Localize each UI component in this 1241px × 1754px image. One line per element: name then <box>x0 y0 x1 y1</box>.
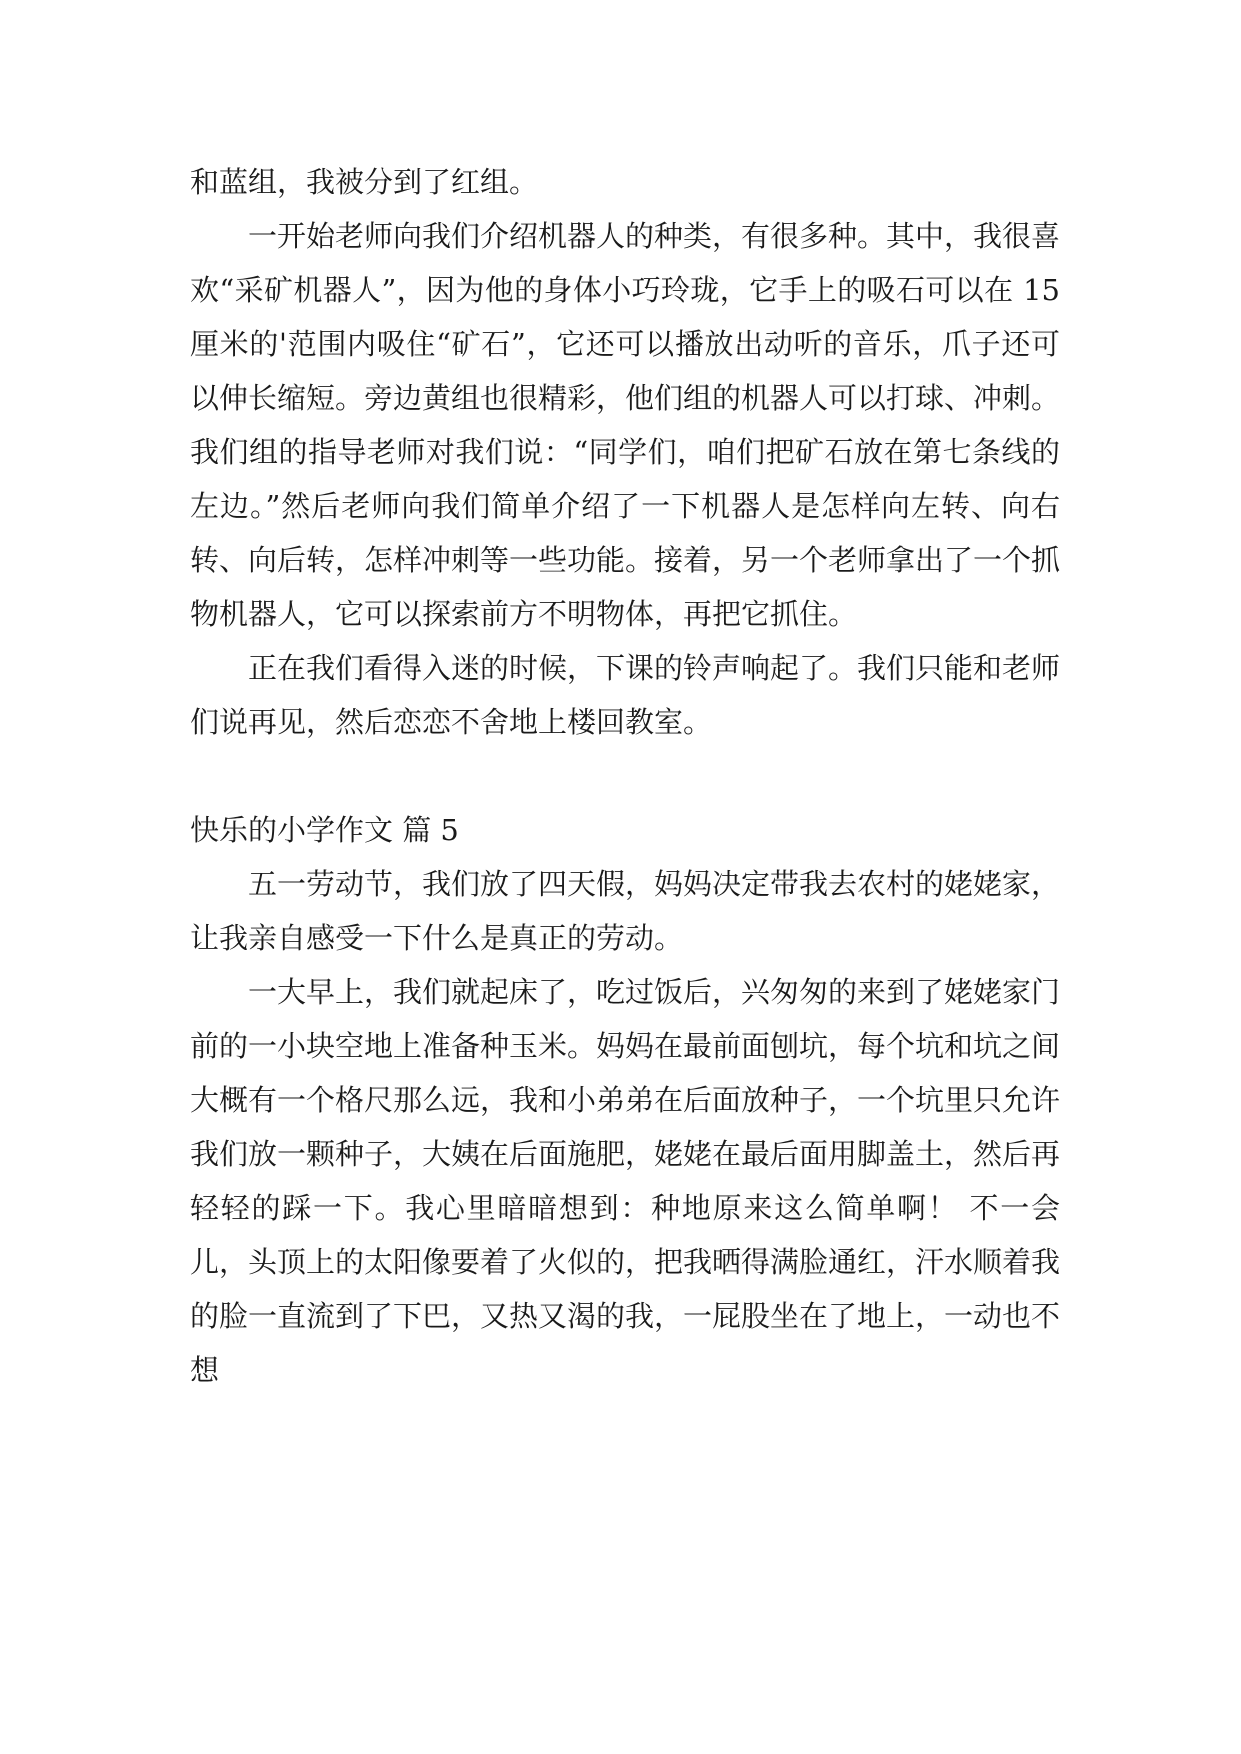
paragraph-labor-day: 五一劳动节，我们放了四天假，妈妈决定带我去农村的姥姥家，让我亲自感受一下什么是真正的劳动。 <box>190 867 1061 955</box>
paragraph-class-end: 正在我们看得入迷的时候，下课的铃声响起了。我们只能和老师们说再见，然后恋恋不舍地上楼回教室。 <box>190 651 1061 739</box>
document-body <box>190 155 1060 1397</box>
paragraph-continued: 和蓝组，我被分到了红组。 <box>190 165 539 199</box>
section-title: 快乐的小学作文 篇 5 <box>190 813 459 847</box>
paragraph-robot-intro: 一开始老师向我们介绍机器人的种类，有很多种。其中，我很喜欢“采矿机器人”，因为他的身体小巧玲珑，它手上的吸石可以在 15 厘米的'范围内吸住“矿石”，它还可以播放出动听的音乐，爪子还可以伸长缩短。旁边黄组也很精彩，他们组的机器人可以打球、冲刺。我们组的指导老师对我们说：“同学们，咱们把矿石放在第七条线的左边。”然后老师向我们简单介绍了一下机器人是怎样向左转、向右转、向后转，怎样冲刺等一些功能。接着，另一个老师拿出了一个抓物机器人，它可以探索前方不明物体，再把它抓住。 <box>190 219 1061 631</box>
paragraph-planting-corn: 一大早上，我们就起床了，吃过饭后，兴匆匆的来到了姥姥家门前的一小块空地上准备种玉米。妈妈在最前面刨坑，每个坑和坑之间大概有一个格尺那么远，我和小弟弟在后面放种子，一个坑里只允许我们放一颗种子，大姨在后面施肥，姥姥在最后面用脚盖土，然后再轻轻的踩一下。我心里暗暗想到：种地原来这么简单啊！ 不一会儿，头顶上的太阳像要着了火似的，把我晒得满脸通红，汗水顺着我的脸一直流到了下巴，又热又渴的我，一屁股坐在了地上，一动也不想 <box>190 975 1061 1387</box>
